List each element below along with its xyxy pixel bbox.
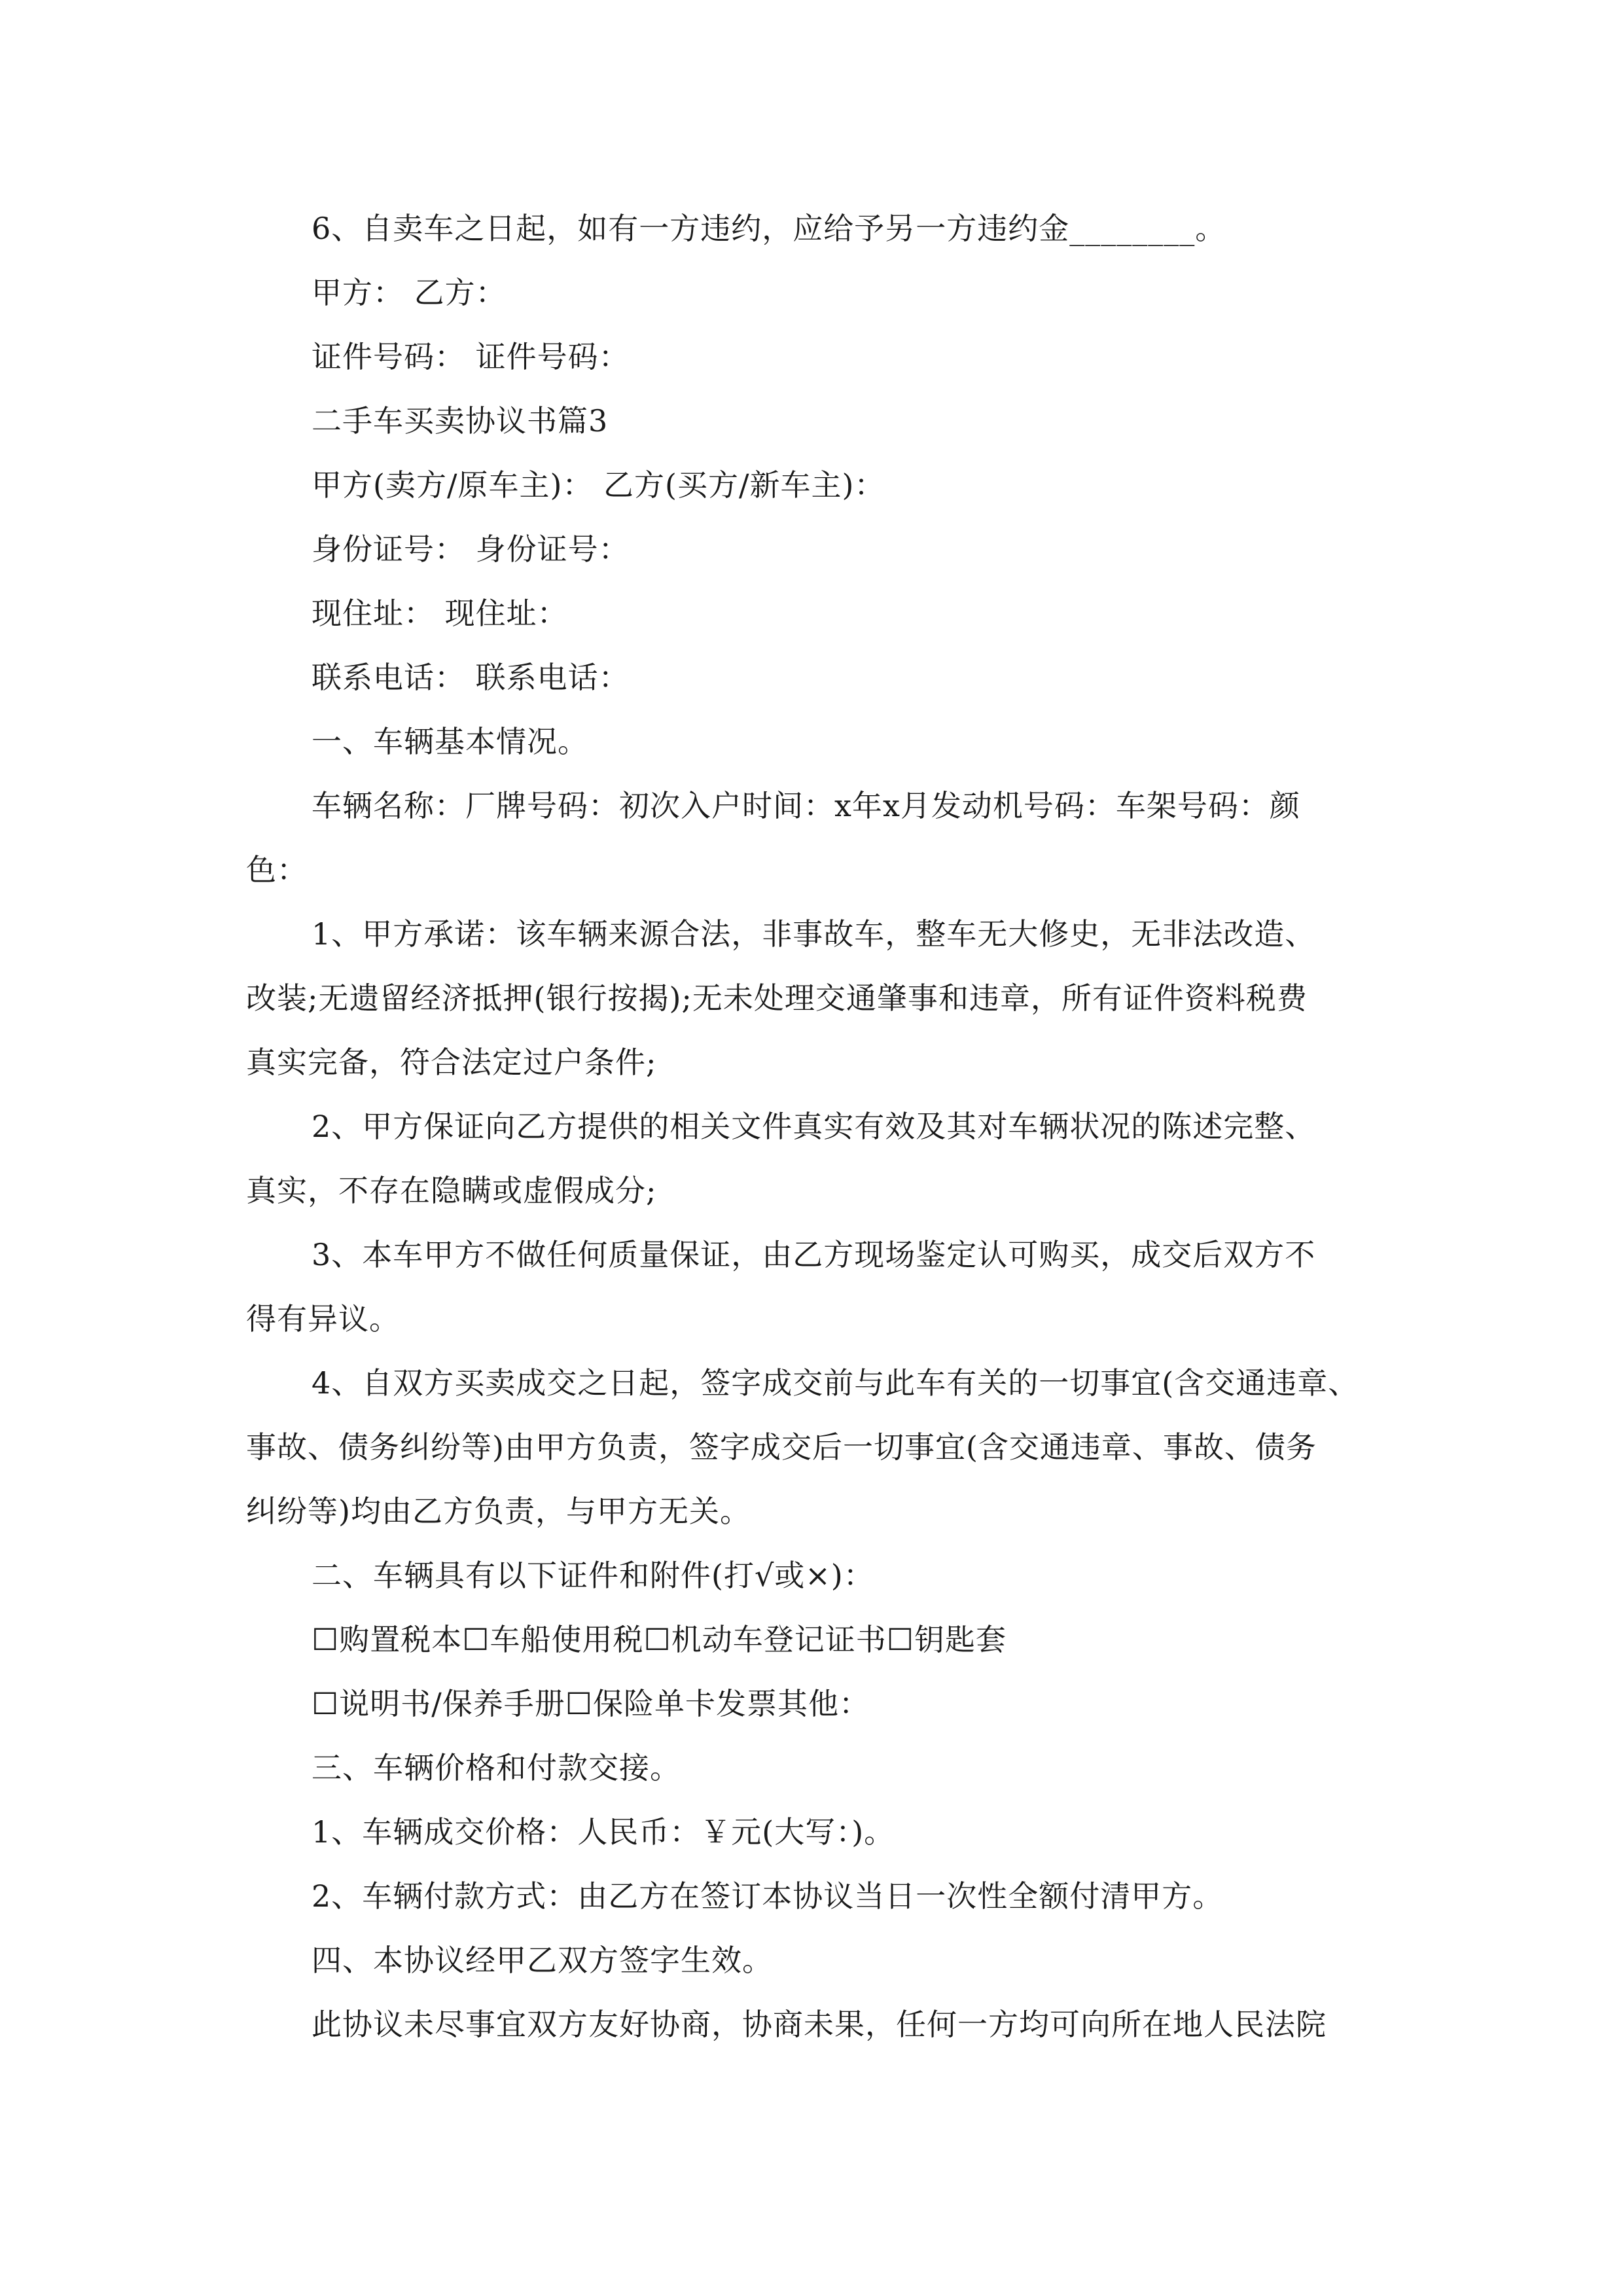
document-line: 二、车辆具有以下证件和附件(打√或×)： [312,1558,874,1593]
document-body [246,196,1378,2056]
document-line: ☐购置税本☐车船使用税☐机动车登记证书☐钥匙套 [312,1622,1007,1657]
document-line: 2、车辆付款方式：由乙方在签订本协议当日一次性全额付清甲方。 [312,1878,1224,1914]
document-line: 真实完备，符合法定过户条件; [246,1045,657,1080]
document-line: 此协议未尽事宜双方友好协商，协商未果，任何一方均可向所在地人民法院 [312,2007,1327,2042]
document-page [246,196,1378,2056]
document-line: 2、甲方保证向乙方提供的相关文件真实有效及其对车辆状况的陈述完整、 [312,1109,1316,1144]
document-line: 改装;无遗留经济抵押(银行按揭);无未处理交通肇事和违章，所有证件资料税费 [246,980,1308,1016]
document-line: ☐说明书/保养手册☐保险单卡发票其他： [312,1686,870,1721]
document-line: 证件号码： 证件号码： [312,339,630,374]
document-line: 车辆名称：厂牌号码：初次入户时间：x年x月发动机号码：车架号码：颜 [312,788,1300,823]
document-line: 纠纷等)均由乙方负责，与甲方无关。 [246,1494,751,1529]
document-line: 色： [246,852,308,888]
document-line: 1、甲方承诺：该车辆来源合法，非事故车，整车无大修史，无非法改造、 [312,916,1316,952]
document-line: 1、车辆成交价格：人民币：￥元(大写：)。 [312,1814,895,1850]
document-line: 3、本车甲方不做任何质量保证，由乙方现场鉴定认可购买，成交后双方不 [312,1237,1316,1272]
document-line: 甲方： 乙方： [312,275,507,310]
document-line: 四、本协议经甲乙双方签字生效。 [312,1943,773,1978]
document-line: 联系电话： 联系电话： [312,660,630,695]
document-line: 一、车辆基本情况。 [312,724,588,759]
document-line: 事故、债务纠纷等)由甲方负责，签字成交后一切事宜(含交通违章、事故、债务 [246,1429,1317,1465]
document-line: 三、车辆价格和付款交接。 [312,1750,681,1785]
document-line: 6、自卖车之日起，如有一方违约，应给予另一方违约金________。 [312,211,1226,246]
document-line: 二手车买卖协议书篇3 [312,403,609,439]
document-line: 4、自双方买卖成交之日起，签字成交前与此车有关的一切事宜(含交通违章、 [312,1365,1359,1401]
document-line: 甲方(卖方/原车主)： 乙方(买方/新车主)： [312,467,885,503]
document-line: 身份证号： 身份证号： [312,531,630,567]
document-line: 得有异议。 [246,1301,400,1336]
document-line: 现住址： 现住址： [312,596,568,631]
document-line: 真实，不存在隐瞒或虚假成分; [246,1173,657,1208]
